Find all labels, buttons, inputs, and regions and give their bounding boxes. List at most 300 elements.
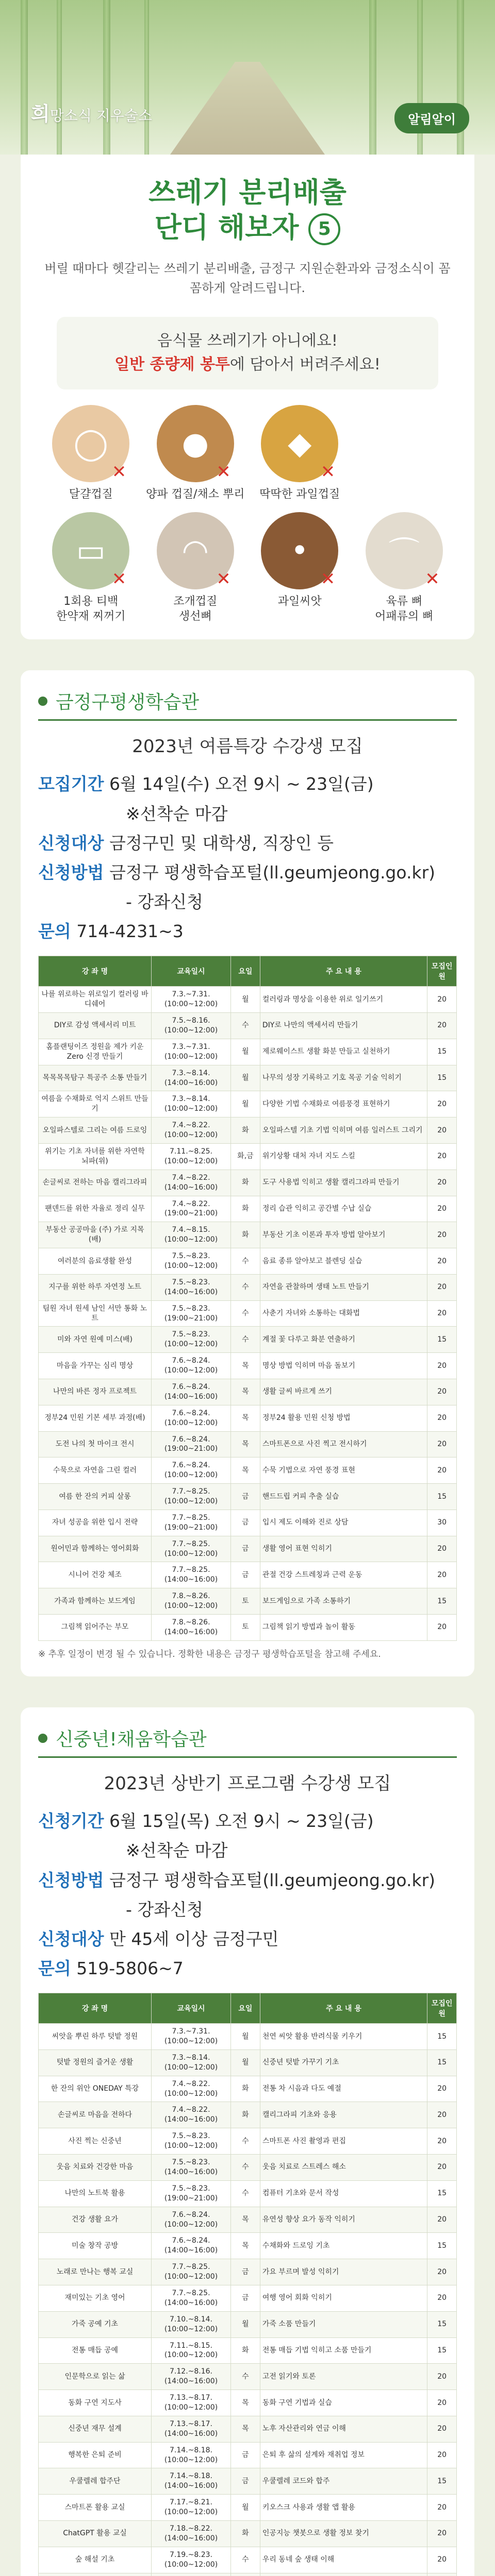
table-cell: 7.4.~8.22.(19:00~21:00) [151,1196,230,1222]
table-cell: 화 [231,2520,260,2547]
table-cell: 20 [427,1091,457,1117]
table-cell: 숲 해설 기초 [39,2547,152,2573]
food-waste-item-label: 달걀껍질 [69,487,113,501]
table-cell: 20 [427,2520,457,2547]
table-cell: 우쿨렐레 코드와 합주 [260,2468,427,2495]
table-row [39,987,457,1013]
table-row [39,1615,457,1641]
table-row [39,1562,457,1588]
table-cell: 텃밭 정원의 즐거운 생활 [39,2049,152,2076]
section2-org: 신중년!채움학습관 [56,1729,207,1751]
table-cell: 미와 자연 원예 미스(배) [39,1327,152,1353]
table-cell: 우쿨렐레 합주단 [39,2468,152,2495]
table-cell: 15 [427,2233,457,2259]
table-row [39,1484,457,1510]
table-cell: 동화 구연 지도사 [39,2390,152,2416]
table-cell: 7.4.~8.22.(10:00~12:00) [151,2076,230,2102]
table-cell: 손글씨로 마음을 전하다 [39,2102,152,2128]
table-cell: 목 [231,1431,260,1458]
table-cell: 토 [231,1615,260,1641]
table-cell: 신중년 재무 설계 [39,2416,152,2442]
table-cell: 7.7.~8.25.(14:00~16:00) [151,2285,230,2311]
table-cell: 손글씨로 전하는 마음 캘리그라피 [39,1170,152,1196]
egg-icon: ◯ ✕ [52,405,129,482]
table-row [39,1196,457,1222]
table-cell: 여름 한 잔의 커피 살롱 [39,1484,152,1510]
table-cell: 7.3.~7.31.(10:00~12:00) [151,2024,230,2050]
table-cell: 20 [427,2155,457,2181]
teabag-icon: ▭ ✕ [52,512,129,589]
section1-method-sub: - 강좌신청 [126,891,203,912]
section1-period: 모집기간 6월 14일(수) 오전 9시 ~ 23일(금) [38,774,374,794]
column-header: 주 요 내 용 [260,956,427,987]
table-cell: 7.5.~8.16.(10:00~12:00) [151,1013,230,1039]
table-cell: 화 [231,1117,260,1144]
table-cell: 7.6.~8.24.(10:00~12:00) [151,1353,230,1379]
table-cell: 7.3.~8.14.(10:00~12:00) [151,2049,230,2076]
table-row [39,1536,457,1562]
table-cell: 20 [427,2128,457,2155]
table-cell: 자녀 성공을 위한 입시 전략 [39,1510,152,1536]
table-cell: 건강 생활 요가 [39,2207,152,2233]
table-cell: 인문학으로 읽는 삶 [39,2364,152,2390]
table-row [39,1327,457,1353]
table-cell: 7.3.~7.31.(10:00~12:00) [151,987,230,1013]
table-cell: 인공지능 챗봇으로 생활 정보 찾기 [260,2520,427,2547]
table-row [39,2259,457,2285]
column-header: 강 좌 명 [39,1993,152,2024]
table-cell: 핸드드립 커피 추출 실습 [260,1484,427,1510]
table-row [39,1431,457,1458]
table-cell: 씨앗을 뿌린 하루 텃밭 정원 [39,2024,152,2050]
table-cell: 수 [231,1013,260,1039]
table-cell: 다양한 기법 수채화로 여름풍경 표현하기 [260,1091,427,1117]
table-cell: 20 [427,1353,457,1379]
table-cell: 한 잔의 위안 ONEDAY 특강 [39,2076,152,2102]
column-header: 교육일시 [151,1993,230,2024]
table-cell [427,2573,457,2576]
table-cell: 7.7.~8.25.(10:00~12:00) [151,1536,230,1562]
table-cell: 20 [427,2390,457,2416]
table-cell: 7.6.~8.24.(19:00~21:00) [151,1431,230,1458]
table-cell: 금 [231,2442,260,2468]
food-waste-item [355,405,454,502]
table-row [39,1353,457,1379]
table-cell: 나만의 바른 정자 프로젝트 [39,1379,152,1405]
table-cell [260,2573,427,2576]
table-cell: 15 [427,1327,457,1353]
table-cell: 20 [427,2259,457,2285]
food-waste-item [146,405,245,502]
table-cell: 수 [231,2364,260,2390]
table-cell: 지구를 위한 하루 자연정 노트 [39,1274,152,1300]
table-cell: 15 [427,2337,457,2364]
brand-logo: 희망소식 지우술소 [31,102,152,125]
table-row [39,1458,457,1484]
table-cell: 7.13.~8.17.(14:00~16:00) [151,2416,230,2442]
table-cell: 홈플랜팅이즈 정원을 제가 키운 Zero 신경 만들기 [39,1039,152,1065]
section2-table [38,1993,457,2576]
table-cell: 7.3.~8.14.(14:00~16:00) [151,1065,230,1091]
table-row [39,2285,457,2311]
food-waste-line1: 음식물 쓰레기가 아니에요! [157,331,338,350]
table-cell: 7.6.~8.24.(10:00~12:00) [151,2207,230,2233]
section1-subtitle: 2023년 여름특강 수강생 모집 [132,736,363,757]
table-cell: 7.6.~8.24.(10:00~12:00) [151,1405,230,1431]
table-cell: 수 [231,2128,260,2155]
table-cell: 20 [427,1379,457,1405]
table-cell: 스마트폰 사진 촬영과 편집 [260,2128,427,2155]
table-cell: 전통 매듭 공예 [39,2337,152,2364]
table-cell: 20 [427,1431,457,1458]
food-waste-item [41,405,141,502]
page-title: 쓰레기 분리배출 단디 해보자 5 [41,175,454,245]
table-row [39,2102,457,2128]
table-cell: 7.14.~8.18.(14:00~16:00) [151,2468,230,2495]
table-cell: 가죽 소품 만들기 [260,2311,427,2337]
section2-period: 신청기간 6월 15일(목) 오전 9시 ~ 23일(금) [38,1811,374,1832]
food-waste-items [41,405,454,624]
table-cell: 오일파스텔로 그리는 여름 드로잉 [39,1117,152,1144]
table-cell: 정리 습관 익히고 공간별 수납 실습 [260,1196,427,1222]
table-row [39,2337,457,2364]
shell-icon: ◠ ✕ [157,512,234,589]
column-header: 요일 [231,1993,260,2024]
table-cell: 7.19.~8.23.(10:00~12:00) [151,2547,230,2573]
table-cell: 팀원 자녀 원세 남인 서만 통화 노트 [39,1300,152,1327]
table-cell: 20 [427,1615,457,1641]
table-cell [151,2573,230,2576]
table-cell: DIY로 나만의 액세서리 만들기 [260,1013,427,1039]
table-row [39,1222,457,1248]
table-cell: 전통 차 시음과 다도 예절 [260,2076,427,2102]
table-cell: 캘리그라피 기초와 응용 [260,2102,427,2128]
section2-period-sub: ※선착순 마감 [126,1840,228,1861]
table-row [39,2416,457,2442]
food-waste-box [57,317,438,389]
table-row [39,2128,457,2155]
table-cell: 음료 종류 알아보고 블렌딩 실습 [260,1248,427,1275]
table-cell: 유연성 향상 요가 동작 익히기 [260,2207,427,2233]
table-cell: 20 [427,1013,457,1039]
table-cell: 7.11.~8.25.(10:00~12:00) [151,1143,230,1170]
table-cell: 원어민과 함께하는 영어회화 [39,1536,152,1562]
table-cell: 7.7.~8.25.(10:00~12:00) [151,2259,230,2285]
section-summer-lectures [21,670,474,1676]
table-cell: 행복한 은퇴 준비 [39,2442,152,2468]
table-cell: 노래로 만나는 행복 교실 [39,2259,152,2285]
table-cell: 화 [231,1170,260,1196]
table-cell: 20 [427,1222,457,1248]
table-cell: 스마트폰 활용 교실 [39,2495,152,2521]
table-row [39,2468,457,2495]
table-cell: 금 [231,2468,260,2495]
table-cell: 20 [427,2364,457,2390]
table-cell: 월 [231,2311,260,2337]
section1-table [38,956,457,1641]
table-cell: 목 [231,1405,260,1431]
table-cell: 가족과 함께하는 보드게임 [39,1588,152,1615]
table-cell: 월 [231,2024,260,2050]
section1-contact: 문의 714-4231~3 [38,921,184,942]
table-cell: 사진 찍는 신중년 [39,2128,152,2155]
table-cell: 화 [231,1196,260,1222]
table-cell: 20 [427,2076,457,2102]
table-cell: 위기는 기초 자녀를 위한 자연학 뇌파(위) [39,1143,152,1170]
table-row [39,1274,457,1300]
table-cell: 정부24 민원 기본 세부 과정(배) [39,1405,152,1431]
table-cell: 화 [231,2076,260,2102]
table-cell: 금 [231,1510,260,1536]
table-row [39,1039,457,1065]
table-cell: 20 [427,2285,457,2311]
table-cell: 20 [427,1274,457,1300]
table-cell: 20 [427,2547,457,2573]
table-cell: 여름을 수채화로 억지 스위트 만들기 [39,1091,152,1117]
table-row [39,2049,457,2076]
bone-icon: ⌒ ✕ [366,512,443,589]
table-cell: 15 [427,2024,457,2050]
table-cell: 7.3.~8.14.(10:00~12:00) [151,1091,230,1117]
table-cell: 동화 구연 기법과 실습 [260,2390,427,2416]
table-cell: 7.5.~8.23.(14:00~16:00) [151,2155,230,2181]
table-cell: 15 [427,1484,457,1510]
table-cell: 20 [427,2416,457,2442]
section-midlife-learning [21,1707,474,2576]
table-cell: 도전 나의 첫 마이크 전시 [39,1431,152,1458]
table-cell: 7.5.~8.23.(19:00~21:00) [151,2180,230,2207]
section2-header [38,1725,457,1758]
table-cell: 7.5.~8.23.(10:00~12:00) [151,2128,230,2155]
table-cell: 그림책 읽기 방법과 놀이 활동 [260,1615,427,1641]
table-row [39,2390,457,2416]
table-cell: 키오스크 사용과 생활 앱 활용 [260,2495,427,2521]
table-cell: 7.6.~8.24.(14:00~16:00) [151,2233,230,2259]
food-waste-line2: 일반 종량제 봉투에 담아서 버려주세요! [114,355,381,374]
column-header: 교육일시 [151,956,230,987]
table-cell: 20 [427,1196,457,1222]
table-cell: 월 [231,2049,260,2076]
episode-number: 5 [308,213,340,245]
table-row [39,2311,457,2337]
table-row [39,1588,457,1615]
table-cell: 목 [231,2207,260,2233]
table-cell: 20 [427,1405,457,1431]
table-cell: 화 [231,2102,260,2128]
table-cell: 15 [427,1588,457,1615]
table-cell: 15 [427,2311,457,2337]
section1-method: 신청방법 금정구 평생학습포털(ll.geumjeong.go.kr) [38,862,436,883]
table-cell: 보드게임으로 가족 소통하기 [260,1588,427,1615]
table-cell: 가요 부르며 발성 익히기 [260,2259,427,2285]
table-cell: 나만의 노트북 활용 [39,2180,152,2207]
table-cell: 20 [427,987,457,1013]
table-cell: 20 [427,1562,457,1588]
table-cell: 금 [231,2285,260,2311]
column-header: 모집인원 [427,956,457,987]
table-cell: 7.10.~8.14.(10:00~12:00) [151,2311,230,2337]
table-cell: 전통 매듭 기법 익히고 소품 만들기 [260,2337,427,2364]
table-cell: DIY로 감성 액세서리 미트 [39,1013,152,1039]
table-row [39,2207,457,2233]
table-cell: 금 [231,1484,260,1510]
table-cell: 목 [231,1353,260,1379]
table-row [39,2520,457,2547]
table-cell: 20 [427,2442,457,2468]
table-cell: 천연 씨앗 활용 반려식물 키우기 [260,2024,427,2050]
onion-icon: ● ✕ [157,405,234,482]
table-cell: 7.4.~8.22.(14:00~16:00) [151,2102,230,2128]
notice-badge: 알림알이 [394,103,469,133]
table-cell: 20 [427,2495,457,2521]
bullet-icon [38,697,47,706]
table-cell: 금 [231,1536,260,1562]
table-cell: 15 [427,2468,457,2495]
table-cell [39,2573,152,2576]
table-cell: 관절 건강 스트레칭과 근력 운동 [260,1562,427,1588]
table-cell: 수 [231,2547,260,2573]
food-waste-item-label: 육류 뼈 어패류의 뼈 [375,595,434,623]
table-cell: 수 [231,2180,260,2207]
table-cell: 7.5.~8.23.(14:00~16:00) [151,1274,230,1300]
column-header: 강 좌 명 [39,956,152,987]
table-row [39,2442,457,2468]
table-cell: 수 [231,2155,260,2181]
table-row [39,1300,457,1327]
table-cell: 7.7.~8.25.(19:00~21:00) [151,1510,230,1536]
table-cell: 목목목목탐구 특공주 소통 만들기 [39,1065,152,1091]
section2-target: 신청대상 만 45세 이상 금정구민 [38,1928,279,1949]
table-cell: 여러분의 음료생활 완성 [39,1248,152,1275]
table-cell: 7.3.~7.31.(10:00~12:00) [151,1039,230,1065]
table-cell: 7.14.~8.18.(10:00~12:00) [151,2442,230,2468]
table-cell: 입시 제도 이해와 진로 상담 [260,1510,427,1536]
table-cell: 금 [231,2259,260,2285]
table-cell: 컬러링과 명상을 이용한 위로 일기쓰기 [260,987,427,1013]
table-cell: 7.5.~8.23.(19:00~21:00) [151,1300,230,1327]
table-cell: 7.8.~8.26.(14:00~16:00) [151,1615,230,1641]
table-cell: 수 [231,1327,260,1353]
table-cell: 7.6.~8.24.(10:00~12:00) [151,1458,230,1484]
table-cell: 수묵 기법으로 자연 풍경 표현 [260,1458,427,1484]
table-cell: 7.13.~8.17.(10:00~12:00) [151,2390,230,2416]
table-row [39,2180,457,2207]
title-card [21,155,474,639]
table-row [39,2547,457,2573]
table-cell: 여행 영어 회화 익히기 [260,2285,427,2311]
seed-icon: • ✕ [261,512,338,589]
table-cell [231,2573,260,2576]
table-cell: 생활 영어 표현 익히기 [260,1536,427,1562]
lead-text: 버릴 때마다 헷갈리는 쓰레기 분리배출, 금정구 지원순환과와 금정소식이 꼼꼼하게 알려드립니다. [44,261,451,296]
table-row [39,1065,457,1091]
table-cell: 화 [231,1222,260,1248]
table-cell: 목 [231,2390,260,2416]
table-cell: 15 [427,1065,457,1091]
table-cell: 명상 방법 익히며 마음 돌보기 [260,1353,427,1379]
table-cell: 수 [231,1274,260,1300]
table-cell: 웃음 치료로 스트레스 해소 [260,2155,427,2181]
table-cell: 미술 창작 공방 [39,2233,152,2259]
food-waste-item-label: 딱딱한 과일껍질 [259,487,340,501]
table-cell: 7.12.~8.16.(14:00~16:00) [151,2364,230,2390]
table-cell: 도구 사용법 익히고 생활 캘리그라피 만들기 [260,1170,427,1196]
table-cell: 자연을 관찰하며 생태 노트 만들기 [260,1274,427,1300]
table-cell: 사춘기 자녀와 소통하는 대화법 [260,1300,427,1327]
table-row [39,1405,457,1431]
table-cell: 7.6.~8.24.(14:00~16:00) [151,1379,230,1405]
table-cell: 노후 자산관리와 연금 이해 [260,2416,427,2442]
table-row [39,1117,457,1144]
food-waste-item [146,512,245,624]
table-cell: 컴퓨터 기초와 문서 작성 [260,2180,427,2207]
table-cell: 화,금 [231,1143,260,1170]
table-cell: 7.18.~8.22.(14:00~16:00) [151,2520,230,2547]
section1-note: ※ 추후 일정이 변경 될 수 있습니다. 정확한 내용은 금정구 평생학습포털을 참고해 주세요. [38,1649,381,1659]
table-cell: 7.11.~8.15.(10:00~12:00) [151,2337,230,2364]
table-cell: 7.4.~8.22.(14:00~16:00) [151,1170,230,1196]
table-cell: 월 [231,987,260,1013]
forest-path-illustration [170,62,325,155]
table-cell: 오일파스텔 기초 기법 익히며 여름 일러스트 그리기 [260,1117,427,1144]
table-cell: 우리 동네 숲 생태 이해 [260,2547,427,2573]
table-cell: 웃음 치료와 건강한 마음 [39,2155,152,2181]
food-waste-item-label: 양파 껍질/채소 뿌리 [146,487,245,501]
table-row [39,1143,457,1170]
table-cell: 나무의 성장 기록하고 기호 목공 기술 익히기 [260,1065,427,1091]
section2-subtitle: 2023년 상반기 프로그램 수강생 모집 [104,1773,391,1794]
table-cell: ChatGPT 활용 교실 [39,2520,152,2547]
table-row [39,2364,457,2390]
table-cell: 15 [427,1039,457,1065]
table-cell: 가죽 공예 기초 [39,2311,152,2337]
table-cell: 7.4.~8.22.(10:00~12:00) [151,1117,230,1144]
table-cell: 20 [427,1248,457,1275]
food-waste-item-label: 조개껍질 생선뼈 [173,595,218,623]
column-header: 요일 [231,956,260,987]
food-waste-item [250,512,350,624]
table-cell: 20 [427,2102,457,2128]
table-cell: 화 [231,2337,260,2364]
table-cell: 신중년 텃밭 가꾸기 기초 [260,2049,427,2076]
section1-target: 신청대상 금정구민 및 대학생, 직장인 등 [38,833,334,853]
table-row [39,1379,457,1405]
fruit-shell-icon: ◆ ✕ [261,405,338,482]
table-cell: 20 [427,1536,457,1562]
table-cell: 목 [231,1458,260,1484]
column-header: 주 요 내 용 [260,1993,427,2024]
table-cell: 20 [427,1117,457,1144]
section1-header [38,688,457,721]
table-row [39,2573,457,2576]
table-cell: 목 [231,2416,260,2442]
table-cell: 제로웨이스트 생활 화분 만들고 실천하기 [260,1039,427,1065]
table-row [39,1091,457,1117]
table-cell: 15 [427,2180,457,2207]
table-cell: 스마트폰으로 사진 찍고 전시하기 [260,1431,427,1458]
table-row [39,2076,457,2102]
table-row [39,1170,457,1196]
food-waste-item [250,405,350,502]
table-cell: 생활 글씨 바르게 쓰기 [260,1379,427,1405]
table-cell: 7.17.~8.21.(10:00~12:00) [151,2495,230,2521]
table-cell: 부동산 기초 이론과 투자 방법 알아보기 [260,1222,427,1248]
section2-contact: 문의 519-5806~7 [38,1958,184,1978]
table-cell: 15 [427,2049,457,2076]
food-waste-item [355,512,454,624]
table-row [39,1510,457,1536]
table-cell: 목 [231,2233,260,2259]
